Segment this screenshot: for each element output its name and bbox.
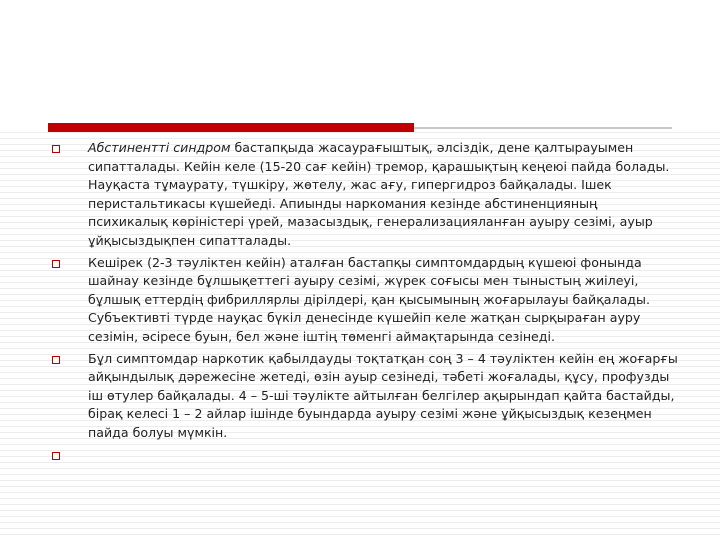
bullet-item-withdrawal-syndrome [48, 139, 678, 251]
bullet-lead-term: Абстиненттi синдром [88, 140, 231, 155]
bullet-text: бастапқыда жасаурағыштық, әлсіздік, дене қалтырауымен сипатталады. Кейін келе (15-20 сағ кейін) тремор, қарашықтың кеңеюі пайда болады. Науқаста тұмаурату, түшкіру, жөтелу, жас ағу, гипергидроз байқалады. Ішек перистальтикасы күшейеді. Апиынды наркомания кезінде абстиненцияның психикалық көріністері үрей, мазасыздық, генерализацияланған ауыру сезімі, ауыр ұйқысыздықпен сипатталады. [88, 140, 670, 248]
square-bullet-icon [52, 145, 60, 153]
bullet-text: Кешірек (2-3 тәуліктен кейін) аталған бастапқы симптомдардың күшеюі фонында шайнау кезінде бұлшықеттегі ауыру сезімі, жүрек соғысы мен тыныстың жиілеуі, бұлшық еттердің фибриллярлы дірілдері, қан қысымының жоғарылауы байқалады. Субъективті түрде науқас бүкіл денесінде күшейіп келе жатқан сырқыраған ауру сезімін, әсіресе буын, бел және іштің төменгі аймақтарында сезінеді. [88, 254, 650, 344]
square-bullet-icon [52, 356, 60, 364]
slide-header-area [0, 0, 720, 127]
title-underline-thin [414, 127, 672, 129]
bullet-item-empty [48, 446, 678, 464]
bullet-text: Бұл симптомдар наркотик қабылдауды тоқтатқан соң 3 – 4 тәуліктен кейін ең жоғарғы айқындылық дәрежесіне жетеді, өзін ауыр сезінеді, тәбеті жоғалады, құсу, профузды іш өтулер байқалады. 4 – 5-ші тәулікте айтылған белгілер ақырындап қайта бастайды, бірақ келесі 1 – 2 айлар ішінде буындарда ауыру сезімі және ұйқысыздық кезеңмен пайда болуы мүмкін. [88, 350, 678, 440]
bullet-item-later-symptoms [48, 254, 678, 347]
bullet-item-peak-symptoms [48, 350, 678, 443]
title-underline-accent [48, 123, 414, 132]
bullet-list [48, 139, 678, 467]
square-bullet-icon [52, 452, 60, 460]
square-bullet-icon [52, 260, 60, 268]
